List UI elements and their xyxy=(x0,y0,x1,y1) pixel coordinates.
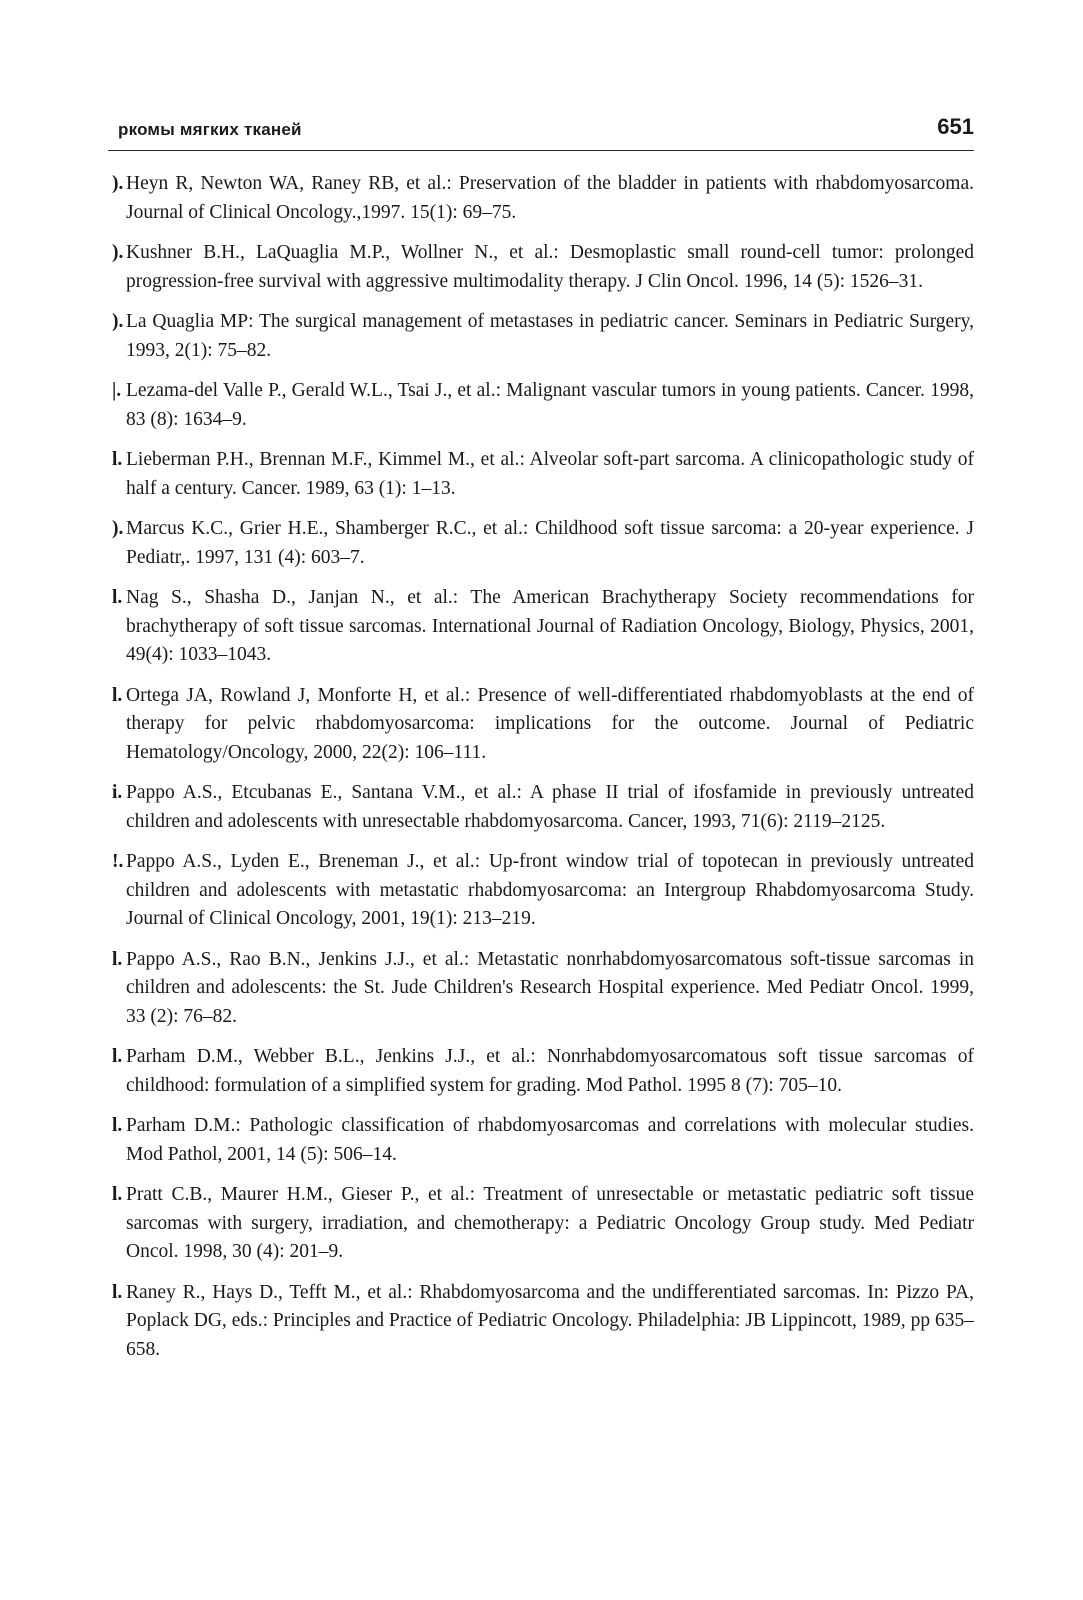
reference-marker: l. xyxy=(112,684,123,706)
reference-item xyxy=(112,446,974,503)
reference-marker: l. xyxy=(112,587,123,608)
reference-marker: i. xyxy=(112,782,123,803)
reference-marker: l. xyxy=(112,1184,123,1205)
reference-item xyxy=(112,1181,974,1267)
reference-text: Heyn R, Newton WA, Raney RB, et al.: Preservation of the bladder in patients with rhabdomyosarcoma. Journal of Clinical Oncology.,1997. 15(1): 69–75. xyxy=(126,173,974,223)
reference-text: Parham D.M.: Pathologic classification of rhabdomyosarcomas and correlations with molecular studies. Mod Pathol, 2001, 14 (5): 506–14. xyxy=(126,1115,974,1165)
reference-item xyxy=(112,515,974,572)
reference-item xyxy=(112,308,974,365)
reference-text: Pappo A.S., Etcubanas E., Santana V.M., et al.: A phase II trial of ifosfamide in previously untreated children and adolescents with unresectable rhabdomyosarcoma. Cancer, 1993, 71(6): 2119–2125. xyxy=(126,782,974,832)
reference-marker: ). xyxy=(112,518,124,539)
reference-text: Ortega JA, Rowland J, Monforte H, et al.: Presence of well-differentiated rhabdomyoblasts at the end of therapy for pelvic rhabdomyosarcoma: implications for the outcome. Journal of Pediatric Hematology/Oncology, 2000, 22(2): 106–111. xyxy=(126,684,974,763)
reference-text: Nag S., Shasha D., Janjan N., et al.: The American Brachytherapy Society recommendations for brachytherapy of soft tissue sarcomas. International Journal of Radiation Oncology, Biology, Physics, 2001, 49(4): 1033–1043. xyxy=(126,587,974,665)
reference-text: La Quaglia MP: The surgical management of metastases in pediatric cancer. Seminars in Pediatric Surgery, 1993, 2(1): 75–82. xyxy=(126,311,974,361)
reference-marker: ). xyxy=(112,242,124,263)
reference-marker: !. xyxy=(112,851,124,872)
reference-text: Kushner B.H., LaQuaglia M.P., Wollner N., et al.: Desmoplastic small round-cell tumor: prolonged progression-free survival with aggressive multimodality therapy. J Clin Oncol. 1996, 14 (5): 1526–31. xyxy=(126,242,974,292)
reference-text: Parham D.M., Webber B.L., Jenkins J.J., et al.: Nonrhabdomyosarcomatous soft tissue sarcomas of childhood: formulation of a simplified system for grading. Mod Pathol. 1995 8 (7): 705–10. xyxy=(126,1046,974,1096)
reference-item xyxy=(112,1279,974,1365)
reference-marker: l. xyxy=(112,449,123,470)
reference-item xyxy=(112,377,974,434)
reference-text: Lezama-del Valle P., Gerald W.L., Tsai J., et al.: Malignant vascular tumors in young patients. Cancer. 1998, 83 (8): 1634–9. xyxy=(126,380,974,430)
reference-item xyxy=(112,239,974,296)
reference-marker: l. xyxy=(112,948,123,970)
reference-list xyxy=(112,170,974,1376)
reference-marker: l. xyxy=(112,1281,123,1303)
reference-item xyxy=(112,1043,974,1100)
reference-text: Raney R., Hays D., Tefft M., et al.: Rhabdomyosarcoma and the undifferentiated sarcomas. In: Pizzo PA, Poplack DG, eds.: Principles and Practice of Pediatric Oncology. Philadelphia: JB Lippincott, 1989, pp 635–658. xyxy=(126,1281,974,1360)
running-title: ркомы мягких тканей xyxy=(118,120,302,139)
reference-marker: |. xyxy=(112,380,122,401)
page-header xyxy=(108,110,974,151)
reference-text: Marcus K.C., Grier H.E., Shamberger R.C., et al.: Childhood soft tissue sarcoma: a 20-year experience. J Pediatr,. 1997, 131 (4): 603–7. xyxy=(126,518,974,568)
reference-marker: l. xyxy=(112,1046,123,1067)
page-number: 651 xyxy=(937,114,974,139)
reference-marker: l. xyxy=(112,1115,123,1136)
reference-item xyxy=(112,170,974,227)
reference-text: Pappo A.S., Lyden E., Breneman J., et al.: Up-front window trial of topotecan in previously untreated children and adolescents with metastatic rhabdomyosarcoma: an Intergroup Rhabdomyosarcoma Study. Journal of Clinical Oncology, 2001, 19(1): 213–219. xyxy=(126,851,974,929)
reference-text: Lieberman P.H., Brennan M.F., Kimmel M., et al.: Alveolar soft-part sarcoma. A clinicopathologic study of half a century. Cancer. 1989, 63 (1): 1–13. xyxy=(126,449,974,499)
reference-item xyxy=(112,848,974,934)
reference-item xyxy=(112,682,974,768)
reference-item xyxy=(112,779,974,836)
reference-marker: ). xyxy=(112,173,124,194)
reference-item xyxy=(112,584,974,670)
reference-marker: ). xyxy=(112,311,124,332)
reference-text: Pratt C.B., Maurer H.M., Gieser P., et al.: Treatment of unresectable or metastatic pediatric soft tissue sarcomas with surgery, irradiation, and chemotherapy: a Pediatric Oncology Group study. Med Pediatr Oncol. 1998, 30 (4): 201–9. xyxy=(126,1184,974,1262)
reference-text: Pappo A.S., Rao B.N., Jenkins J.J., et al.: Metastatic nonrhabdomyosarcomatous soft-tissue sarcomas in children and adolescents: the St. Jude Children's Research Hospital experience. Med Pediatr Oncol. 1999, 33 (2): 76–82. xyxy=(126,948,974,1027)
reference-item xyxy=(112,946,974,1032)
reference-item xyxy=(112,1112,974,1169)
